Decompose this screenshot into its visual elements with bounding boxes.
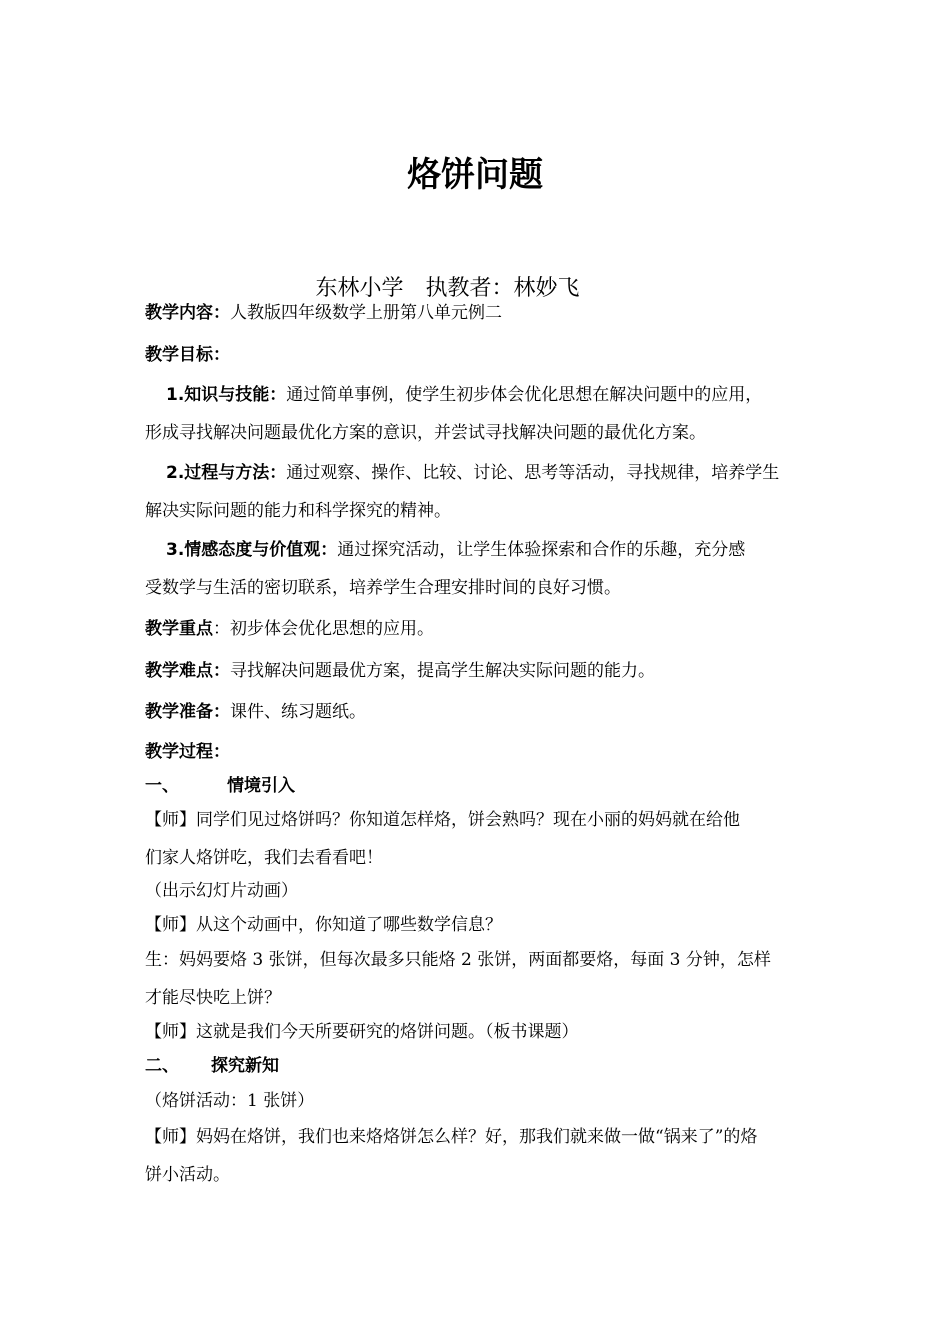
difficulty-text: 寻找解决问题最优方案，提高学生解决实际问题的能力。 [230,661,655,681]
section-1-line: （出示幻灯片动画） [145,881,298,901]
objective-emotion-line1 [166,535,745,565]
page-title: 烙饼问题 [407,155,543,195]
objective-knowledge-label: 1.知识与技能： [166,385,287,405]
section-1-line: 们家人烙饼吃，我们去看看吧！ [145,848,383,868]
key-point [145,614,434,644]
section-2-title: 探究新知 [211,1056,279,1076]
objective-knowledge-line2: 形成寻找解决问题最优化方案的意识，并尝试寻找解决问题的最优化方案。 [145,423,706,443]
objective-knowledge-text: 通过简单事例，使学生初步体会优化思想在解决问题中的应用， [286,385,763,405]
section-1-line: 【师】这就是我们今天所要研究的烙饼问题。（板书课题） [145,1022,579,1042]
section-2-number: 二、 [145,1056,179,1076]
section-1-line: 才能尽快吃上饼？ [145,988,281,1008]
process-label: 教学过程： [145,742,230,762]
section-2-line: 【师】妈妈在烙饼，我们也来烙烙饼怎么样？好，那我们就来做一做“锅来了”的烙 [145,1127,758,1147]
preparation-text: 课件、练习题纸。 [230,702,366,722]
objective-emotion-line2: 受数学与生活的密切联系，培养学生合理安排时间的良好习惯。 [145,578,621,598]
objective-process-text: 通过观察、操作、比较、讨论、思考等活动，寻找规律，培养学生 [286,463,780,483]
section-1-line: 【师】从这个动画中，你知道了哪些数学信息？ [145,915,502,935]
objective-process-line1 [166,458,779,488]
objective-emotion-text: 通过探究活动，让学生体验探索和合作的乐趣，充分感 [337,540,746,560]
section-1-number: 一、 [145,776,179,796]
objective-process-label: 2.过程与方法： [166,463,287,483]
section-2-heading [145,1051,279,1081]
preparation [145,697,366,727]
section-1-line: 生：妈妈要烙 3 张饼，但每次最多只能烙 2 张饼，两面都要烙，每面 3 分钟，怎样 [145,950,771,970]
teaching-content-text: 人教版四年级数学上册第八单元例二 [230,303,502,323]
preparation-label: 教学准备： [145,702,230,722]
teaching-content-label: 教学内容： [145,303,230,323]
teaching-content [145,298,502,328]
section-1-heading [145,771,295,801]
difficulty-label: 教学难点： [145,661,230,681]
section-1-line: 【师】同学们见过烙饼吗？你知道怎样烙，饼会熟吗？现在小丽的妈妈就在给他 [145,810,740,830]
objective-knowledge-line1 [166,380,762,410]
key-point-label: 教学重点 [145,619,213,639]
section-2-line: 饼小活动。 [145,1165,230,1185]
objectives-label: 教学目标： [145,345,230,365]
section-2-line: （烙饼活动：1 张饼） [145,1091,315,1111]
key-point-text: ：初步体会优化思想的应用。 [213,619,434,639]
objective-emotion-label: 3.情感态度与价值观： [166,540,338,560]
section-1-title: 情境引入 [227,776,295,796]
byline: 东林小学 执教者：林妙飞 [315,276,580,301]
difficulty [145,656,655,686]
objective-process-line2: 解决实际问题的能力和科学探究的精神。 [145,501,451,521]
